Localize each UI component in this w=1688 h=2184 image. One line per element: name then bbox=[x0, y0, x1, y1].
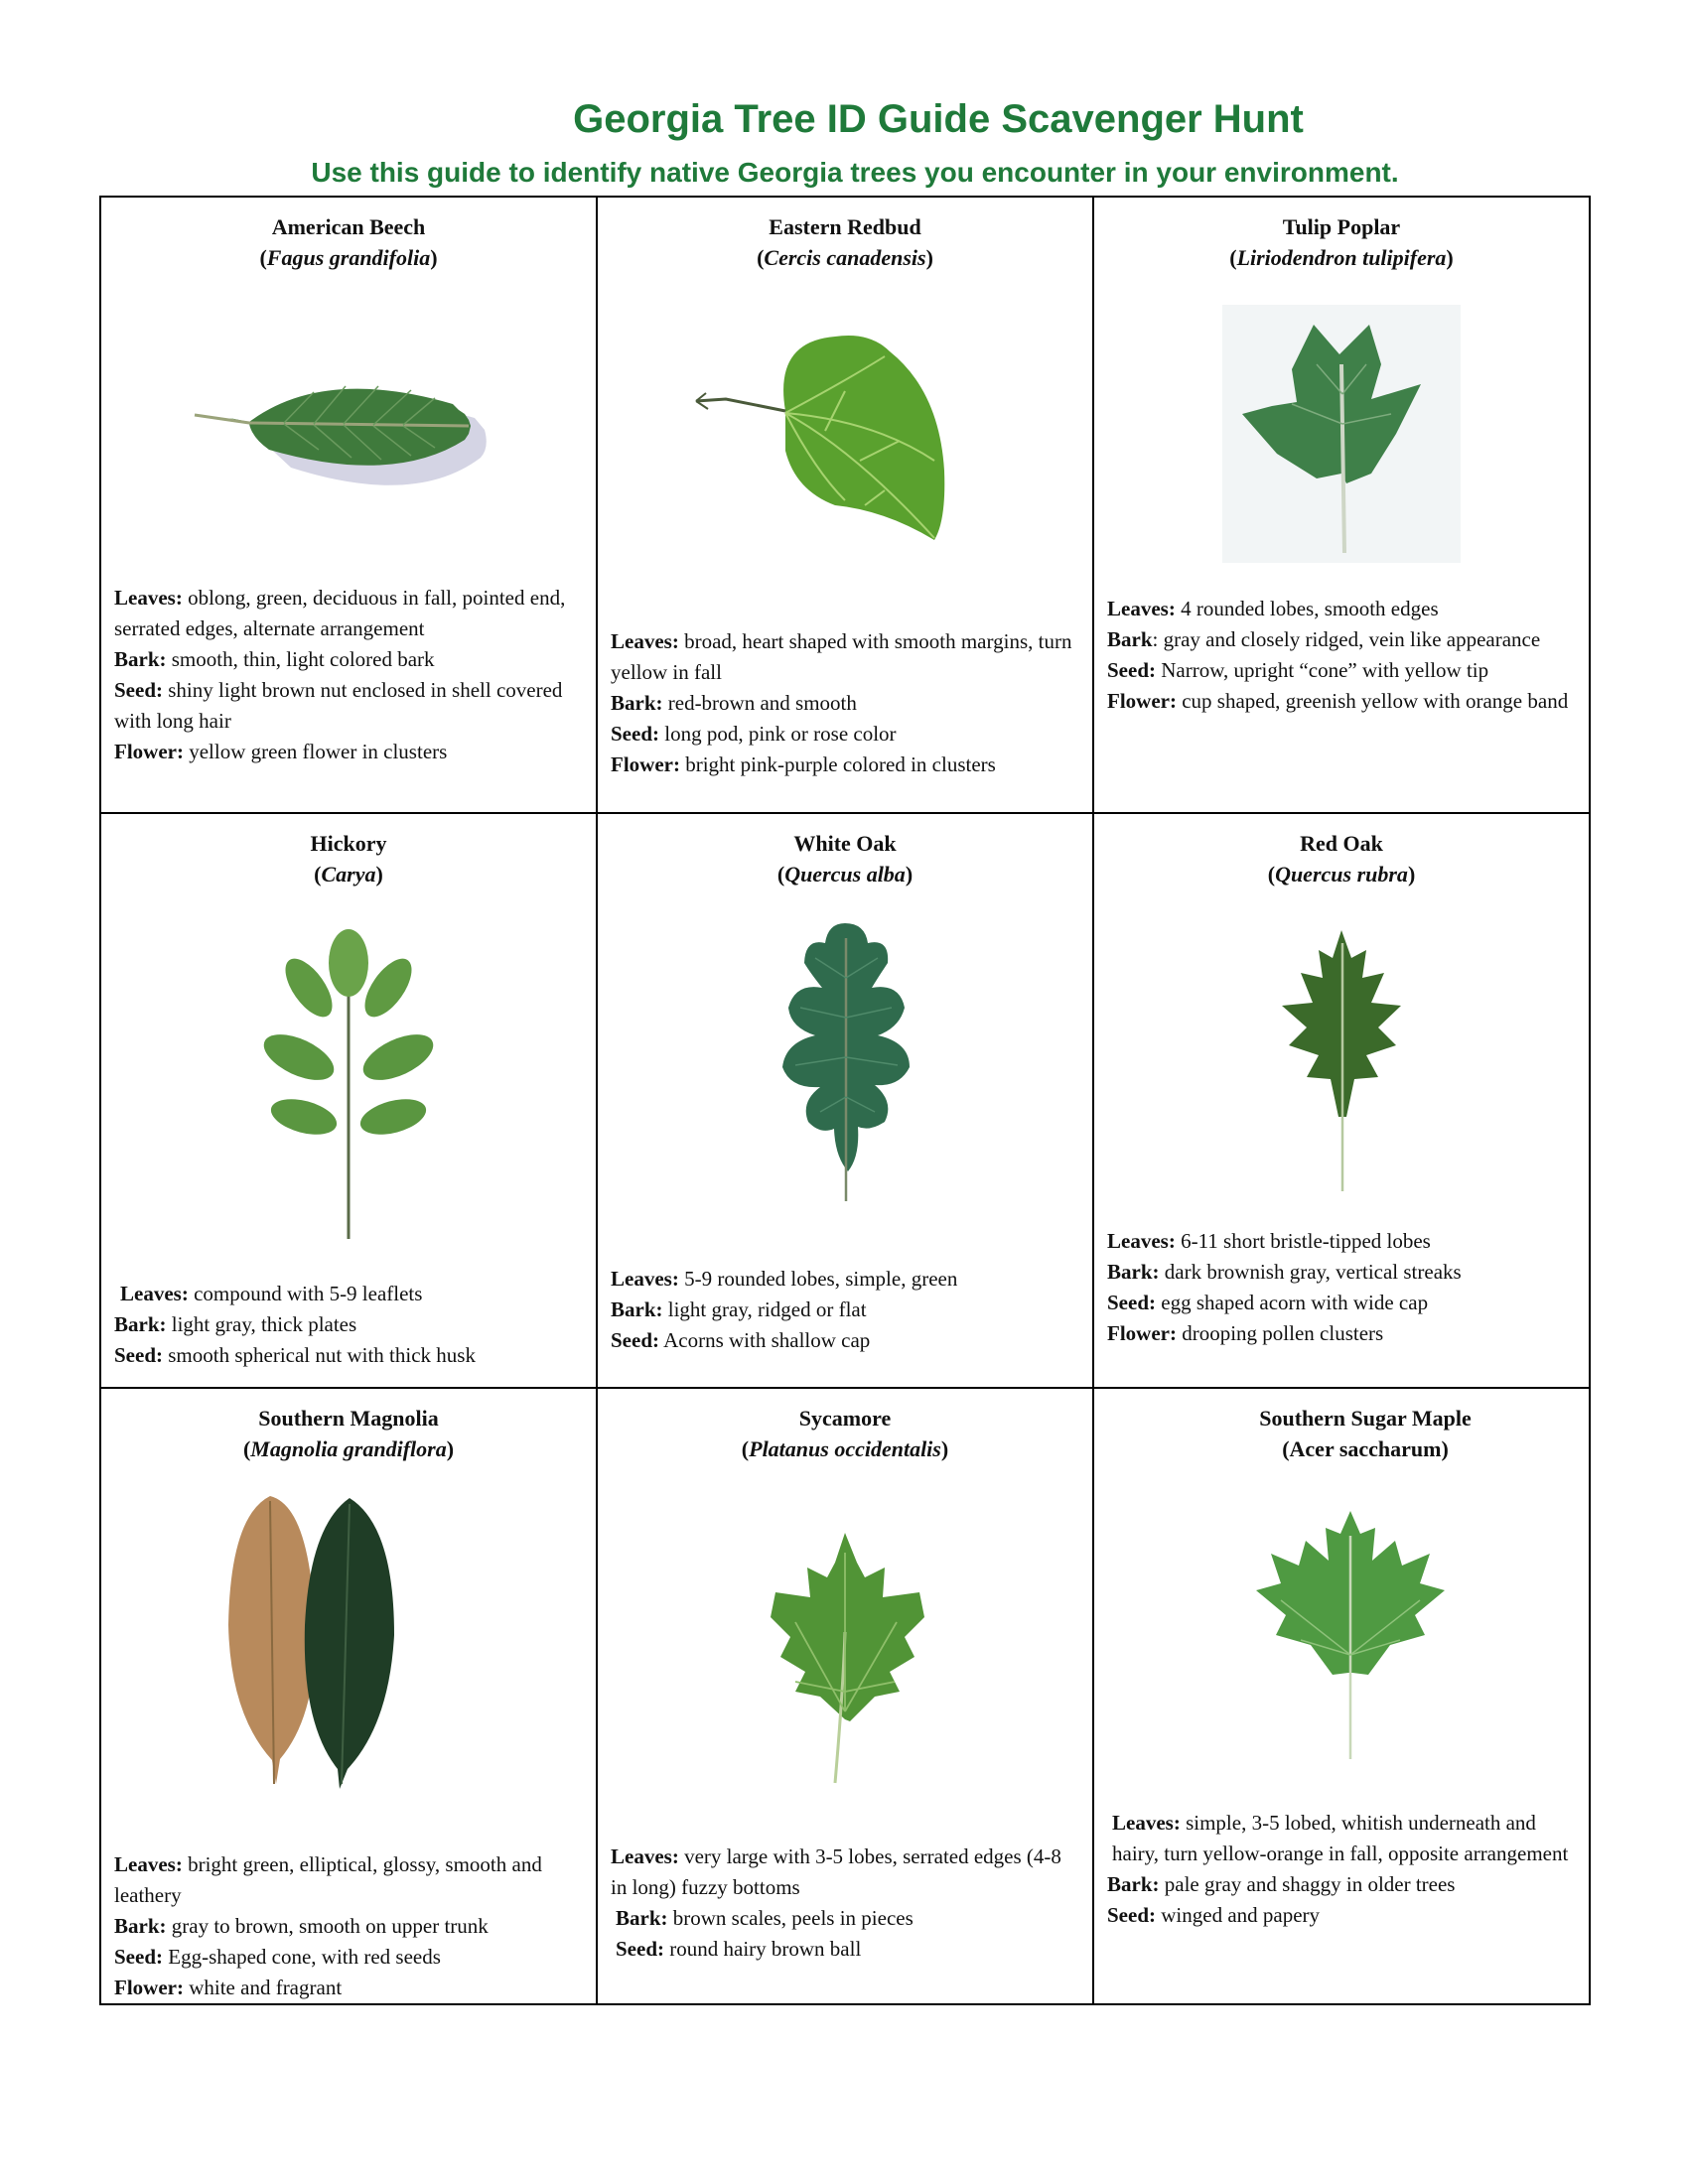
desc-line: Leaves: 4 rounded lobes, smooth edges bbox=[1107, 597, 1439, 620]
tree-scientific-name: Liriodendron tulipifera bbox=[1236, 245, 1447, 270]
tree-heading: Eastern Redbud (Cercis canadensis) bbox=[598, 211, 1092, 273]
desc-line: Bark: gray and closely ridged, vein like appearance bbox=[1107, 627, 1541, 651]
tree-scientific-name: Cercis canadensis bbox=[764, 245, 926, 270]
desc-line: Bark: dark brownish gray, vertical streaks bbox=[1107, 1260, 1462, 1284]
tree-description bbox=[114, 1279, 586, 1371]
tree-heading: Sycamore (Platanus occidentalis) bbox=[598, 1403, 1092, 1464]
tree-description bbox=[114, 1849, 586, 2003]
desc-line: Leaves: 5-9 rounded lobes, simple, green bbox=[611, 1267, 958, 1291]
tree-heading: Red Oak (Quercus rubra) bbox=[1094, 828, 1589, 889]
tree-common-name: White Oak bbox=[793, 831, 897, 856]
desc-line: Seed: round hairy brown ball bbox=[616, 1937, 862, 1961]
page-title: Georgia Tree ID Guide Scavenger Hunt bbox=[573, 97, 1304, 141]
desc-line: Leaves: very large with 3-5 lobes, serrated edges (4-8 in long) fuzzy bottoms bbox=[611, 1844, 1061, 1899]
tree-heading: Southern Sugar Maple (Acer saccharum) bbox=[1094, 1403, 1589, 1464]
desc-line: Leaves: 6-11 short bristle-tipped lobes bbox=[1107, 1229, 1431, 1253]
tree-card-sycamore bbox=[598, 1389, 1094, 2003]
desc-line: Flower: white and fragrant bbox=[114, 1976, 343, 1999]
desc-line: Seed: Acorns with shallow cap bbox=[611, 1328, 871, 1352]
tree-common-name: Southern Sugar Maple bbox=[1259, 1406, 1472, 1431]
redbud-leaf-icon bbox=[686, 302, 1004, 550]
tree-grid bbox=[99, 196, 1591, 2005]
tree-card-hickory bbox=[101, 814, 598, 1389]
desc-line: Seed: Egg-shaped cone, with red seeds bbox=[114, 1945, 441, 1969]
desc-line: Leaves: oblong, green, deciduous in fall, pointed end, serrated edges, alternate arrangement bbox=[114, 586, 566, 640]
desc-line: Flower: yellow green flower in clusters bbox=[114, 740, 448, 763]
desc-line: Leaves: compound with 5-9 leaflets bbox=[120, 1282, 423, 1305]
tree-description bbox=[611, 626, 1082, 780]
tree-heading: White Oak (Quercus alba) bbox=[598, 828, 1092, 889]
desc-line: Bark: gray to brown, smooth on upper trunk bbox=[114, 1914, 489, 1938]
tree-common-name: American Beech bbox=[271, 214, 426, 239]
desc-line: Leaves: simple, 3-5 lobed, whitish underneath and hairy, turn yellow-orange in fall, opposite arrangement bbox=[1112, 1811, 1569, 1865]
tree-card-american-beech bbox=[101, 198, 598, 814]
desc-line: Flower: bright pink-purple colored in clusters bbox=[611, 752, 996, 776]
tree-scientific-name: Carya bbox=[321, 862, 376, 887]
red-oak-leaf-icon bbox=[1267, 928, 1416, 1196]
desc-line: Bark: brown scales, peels in pieces bbox=[616, 1906, 914, 1930]
tree-description bbox=[1107, 1808, 1579, 1931]
tree-card-southern-magnolia bbox=[101, 1389, 598, 2003]
tree-card-tulip-poplar bbox=[1094, 198, 1589, 814]
page-subtitle: Use this guide to identify native Georgia trees you encounter in your environment. bbox=[311, 157, 1399, 188]
tree-scientific-name: Magnolia grandiflora bbox=[250, 1436, 447, 1461]
desc-line: Leaves: broad, heart shaped with smooth margins, turn yellow in fall bbox=[611, 629, 1072, 684]
tree-heading: Tulip Poplar (Liriodendron tulipifera) bbox=[1094, 211, 1589, 273]
sugar-maple-leaf-icon bbox=[1241, 1506, 1460, 1764]
tree-scientific-name: Quercus rubra bbox=[1275, 862, 1408, 887]
tree-heading: American Beech (Fagus grandifolia) bbox=[101, 211, 596, 273]
desc-line: Flower: drooping pollen clusters bbox=[1107, 1321, 1384, 1345]
desc-line: Seed: egg shaped acorn with wide cap bbox=[1107, 1291, 1429, 1314]
hickory-leaf-icon bbox=[249, 923, 448, 1241]
tree-description bbox=[1107, 1226, 1579, 1349]
tree-card-red-oak bbox=[1094, 814, 1589, 1389]
desc-line: Seed: smooth spherical nut with thick husk bbox=[114, 1343, 476, 1367]
tree-description bbox=[114, 583, 586, 767]
desc-line: Leaves: bright green, elliptical, glossy, smooth and leathery bbox=[114, 1852, 542, 1907]
tree-card-eastern-redbud bbox=[598, 198, 1094, 814]
desc-line: Bark: red-brown and smooth bbox=[611, 691, 857, 715]
tree-description bbox=[611, 1264, 1082, 1356]
tulip-poplar-leaf-icon bbox=[1222, 305, 1461, 563]
tree-common-name: Southern Magnolia bbox=[258, 1406, 439, 1431]
desc-line: Bark: light gray, thick plates bbox=[114, 1312, 357, 1336]
tree-common-name: Eastern Redbud bbox=[769, 214, 921, 239]
desc-line: Bark: light gray, ridged or flat bbox=[611, 1297, 867, 1321]
tree-scientific-name: Fagus grandifolia bbox=[266, 245, 431, 270]
tree-common-name: Tulip Poplar bbox=[1282, 214, 1401, 239]
desc-line: Seed: long pod, pink or rose color bbox=[611, 722, 897, 746]
tree-card-southern-sugar-maple bbox=[1094, 1389, 1589, 2003]
desc-line: Bark: pale gray and shaggy in older trees bbox=[1107, 1872, 1456, 1896]
tree-scientific-name: Platanus occidentalis bbox=[749, 1436, 941, 1461]
desc-line: Seed: Narrow, upright “cone” with yellow tip bbox=[1107, 658, 1489, 682]
tree-card-white-oak bbox=[598, 814, 1094, 1389]
tree-common-name: Hickory bbox=[310, 831, 387, 856]
desc-line: Bark: smooth, thin, light colored bark bbox=[114, 647, 435, 671]
magnolia-leaf-icon bbox=[211, 1486, 409, 1804]
tree-description bbox=[1107, 594, 1579, 717]
tree-heading: Hickory (Carya) bbox=[101, 828, 596, 889]
tree-description bbox=[611, 1842, 1082, 1965]
tree-scientific-name: Acer saccharum bbox=[1289, 1436, 1442, 1461]
tree-common-name: Red Oak bbox=[1300, 831, 1383, 856]
tree-scientific-name: Quercus alba bbox=[784, 862, 906, 887]
tree-common-name: Sycamore bbox=[798, 1406, 892, 1431]
white-oak-leaf-icon bbox=[761, 918, 929, 1206]
tree-heading: Southern Magnolia (Magnolia grandiflora) bbox=[101, 1403, 596, 1464]
desc-line: Flower: cup shaped, greenish yellow with orange band bbox=[1107, 689, 1569, 713]
desc-line: Seed: shiny light brown nut enclosed in shell covered with long hair bbox=[114, 678, 563, 733]
beech-leaf-icon bbox=[175, 327, 522, 515]
sycamore-leaf-icon bbox=[726, 1523, 964, 1791]
desc-line: Seed: winged and papery bbox=[1107, 1903, 1321, 1927]
